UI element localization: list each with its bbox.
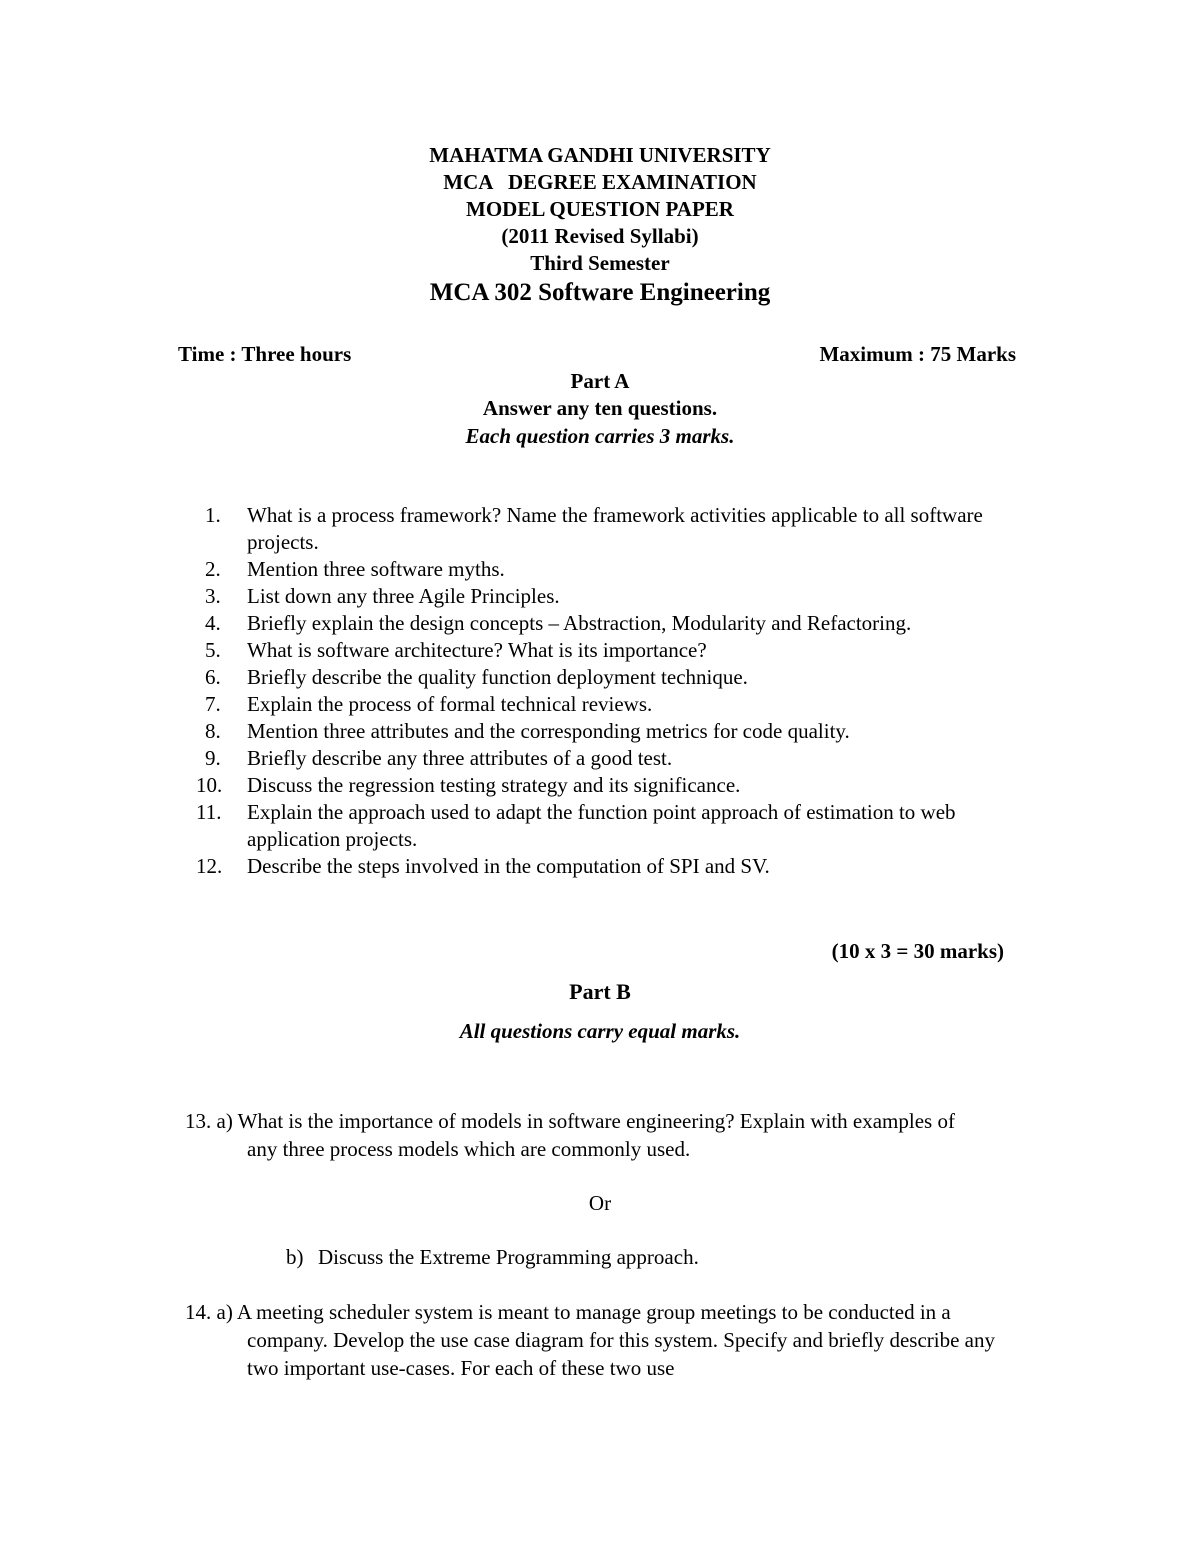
question-text: 13. a) What is the importance of models in software engineering? Explain with examples of any three process models which are commonly used. — [185, 1109, 955, 1161]
question-number: 1. — [205, 503, 221, 527]
syllabus-note: (2011 Revised Syllabi) — [501, 224, 699, 248]
question-text: Mention three software myths. — [247, 557, 505, 581]
list-item — [0, 502, 1017, 556]
time-allowed: Time : Three hours — [178, 342, 352, 366]
part-a-total: (10 x 3 = 30 marks) — [831, 939, 1004, 963]
list-item — [0, 583, 1017, 610]
list-item — [0, 637, 1017, 664]
part-a-instruction: Answer any ten questions. — [482, 396, 718, 420]
question-text: List down any three Agile Principles. — [247, 584, 560, 608]
question-text: What is software architecture? What is its importance? — [247, 638, 707, 662]
question-13a — [185, 1107, 985, 1163]
question-number: 10. — [196, 773, 223, 797]
question-text: Describe the steps involved in the computation of SPI and SV. — [247, 854, 770, 878]
part-a-marks-note: Each question carries 3 marks. — [465, 424, 735, 448]
question-13b-label: b) — [286, 1245, 304, 1269]
question-number: 7. — [205, 692, 221, 716]
part-b-title: Part B — [569, 979, 631, 1004]
question-text: Briefly explain the design concepts – Abstraction, Modularity and Refactoring. — [247, 611, 912, 635]
list-item — [0, 691, 1017, 718]
part-a-title: Part A — [570, 369, 630, 393]
list-item — [0, 853, 1017, 880]
maximum-marks: Maximum : 75 Marks — [819, 342, 1016, 366]
question-number: 11. — [196, 800, 222, 824]
list-item — [0, 556, 1017, 583]
question-number: 4. — [205, 611, 221, 635]
question-number: 9. — [205, 746, 221, 770]
question-14a — [185, 1298, 1015, 1382]
question-number: 3. — [205, 584, 221, 608]
question-text: Mention three attributes and the corresponding metrics for code quality. — [247, 719, 850, 743]
question-text: What is a process framework? Name the framework activities applicable to all software projects. — [247, 503, 983, 554]
list-item — [0, 799, 1017, 853]
question-text: Explain the approach used to adapt the function point approach of estimation to web application projects. — [247, 800, 956, 851]
list-item — [0, 664, 1017, 691]
question-number: 8. — [205, 719, 221, 743]
question-number: 2. — [205, 557, 221, 581]
paper-type: MODEL QUESTION PAPER — [466, 197, 734, 221]
list-item — [0, 745, 1017, 772]
question-number: 5. — [205, 638, 221, 662]
question-number: 12. — [196, 854, 223, 878]
or-separator: Or — [588, 1191, 612, 1215]
question-text: 14. a) A meeting scheduler system is meant to manage group meetings to be conducted in a company. Develop the use case diagram for this system. Specify and briefly describe any two important use-cases. For each of these two use — [185, 1300, 995, 1380]
question-text: Briefly describe the quality function deployment technique. — [247, 665, 748, 689]
part-b-marks-note: All questions carry equal marks. — [459, 1019, 741, 1043]
question-number: 6. — [205, 665, 221, 689]
question-13b: Discuss the Extreme Programming approach. — [318, 1245, 699, 1269]
part-a-question-list — [0, 502, 1200, 880]
list-item — [0, 772, 1017, 799]
list-item — [0, 610, 1017, 637]
exam-title: MCA DEGREE EXAMINATION — [443, 170, 757, 194]
semester: Third Semester — [530, 251, 670, 275]
university-name: MAHATMA GANDHI UNIVERSITY — [429, 143, 771, 167]
list-item — [0, 718, 1017, 745]
course-title: MCA 302 Software Engineering — [429, 279, 771, 306]
question-text: Explain the process of formal technical reviews. — [247, 692, 653, 716]
question-text: Discuss the regression testing strategy and its significance. — [247, 773, 741, 797]
question-text: Briefly describe any three attributes of a good test. — [247, 746, 673, 770]
